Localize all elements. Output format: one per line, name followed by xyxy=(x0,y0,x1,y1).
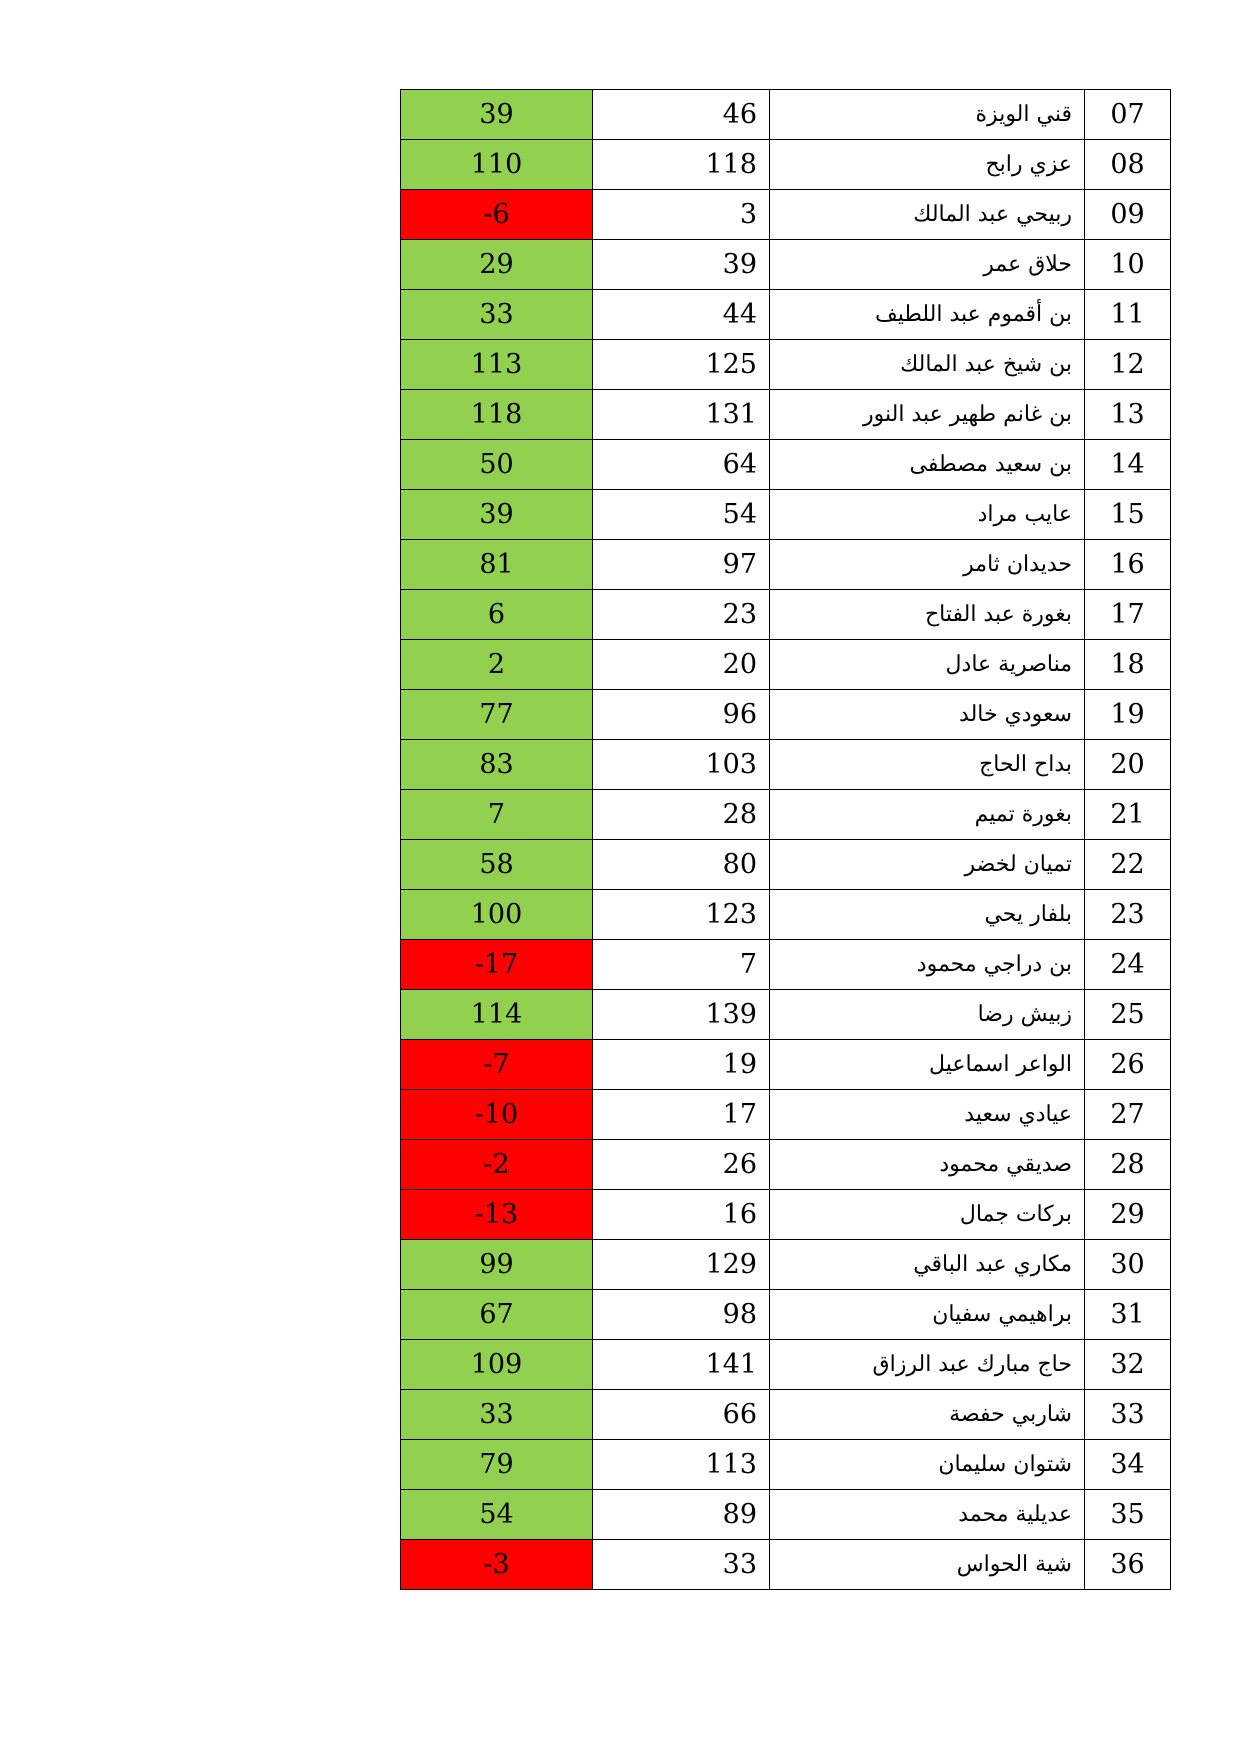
row-number-cell: 29 xyxy=(1085,1190,1171,1240)
table-body xyxy=(401,90,1171,1590)
name-cell: عيادي سعيد xyxy=(770,1090,1085,1140)
name-cell: براهيمي سفيان xyxy=(770,1290,1085,1340)
row-number-cell: 34 xyxy=(1085,1440,1171,1490)
difference-cell: 29 xyxy=(401,240,593,290)
difference-cell: 39 xyxy=(401,90,593,140)
row-number-cell: 16 xyxy=(1085,540,1171,590)
table-row xyxy=(401,140,1171,190)
score-cell: 113 xyxy=(593,1440,770,1490)
difference-cell: 79 xyxy=(401,1440,593,1490)
table-row xyxy=(401,740,1171,790)
table-row xyxy=(401,690,1171,740)
row-number-cell: 21 xyxy=(1085,790,1171,840)
row-number-cell: 20 xyxy=(1085,740,1171,790)
name-cell: عديلية محمد xyxy=(770,1490,1085,1540)
name-cell: بلفار يحي xyxy=(770,890,1085,940)
difference-cell: -3 xyxy=(401,1540,593,1590)
row-number-cell: 31 xyxy=(1085,1290,1171,1340)
difference-cell: 39 xyxy=(401,490,593,540)
row-number-cell: 25 xyxy=(1085,990,1171,1040)
score-cell: 16 xyxy=(593,1190,770,1240)
row-number-cell: 18 xyxy=(1085,640,1171,690)
table-row xyxy=(401,840,1171,890)
score-cell: 46 xyxy=(593,90,770,140)
table-row xyxy=(401,640,1171,690)
row-number-cell: 17 xyxy=(1085,590,1171,640)
name-cell: الواعر اسماعيل xyxy=(770,1040,1085,1090)
table-row xyxy=(401,240,1171,290)
difference-cell: 81 xyxy=(401,540,593,590)
name-cell: قني الويزة xyxy=(770,90,1085,140)
results-table xyxy=(400,89,1171,1590)
score-cell: 17 xyxy=(593,1090,770,1140)
score-cell: 98 xyxy=(593,1290,770,1340)
row-number-cell: 27 xyxy=(1085,1090,1171,1140)
table-row xyxy=(401,1490,1171,1540)
difference-cell: 7 xyxy=(401,790,593,840)
table-row xyxy=(401,390,1171,440)
row-number-cell: 07 xyxy=(1085,90,1171,140)
row-number-cell: 11 xyxy=(1085,290,1171,340)
name-cell: شتوان سليمان xyxy=(770,1440,1085,1490)
difference-cell: -10 xyxy=(401,1090,593,1140)
row-number-cell: 35 xyxy=(1085,1490,1171,1540)
row-number-cell: 15 xyxy=(1085,490,1171,540)
score-cell: 20 xyxy=(593,640,770,690)
table-row xyxy=(401,940,1171,990)
difference-cell: 110 xyxy=(401,140,593,190)
score-cell: 64 xyxy=(593,440,770,490)
table-row xyxy=(401,1440,1171,1490)
name-cell: بغورة تميم xyxy=(770,790,1085,840)
table-row xyxy=(401,190,1171,240)
name-cell: حلاق عمر xyxy=(770,240,1085,290)
row-number-cell: 28 xyxy=(1085,1140,1171,1190)
name-cell: تميان لخضر xyxy=(770,840,1085,890)
difference-cell: -6 xyxy=(401,190,593,240)
score-cell: 19 xyxy=(593,1040,770,1090)
score-cell: 39 xyxy=(593,240,770,290)
name-cell: مناصرية عادل xyxy=(770,640,1085,690)
name-cell: بداح الحاج xyxy=(770,740,1085,790)
score-cell: 141 xyxy=(593,1340,770,1390)
table-row xyxy=(401,1290,1171,1340)
table-row xyxy=(401,990,1171,1040)
row-number-cell: 08 xyxy=(1085,140,1171,190)
name-cell: حديدان ثامر xyxy=(770,540,1085,590)
score-cell: 139 xyxy=(593,990,770,1040)
row-number-cell: 24 xyxy=(1085,940,1171,990)
row-number-cell: 12 xyxy=(1085,340,1171,390)
difference-cell: -7 xyxy=(401,1040,593,1090)
score-cell: 118 xyxy=(593,140,770,190)
row-number-cell: 22 xyxy=(1085,840,1171,890)
table-row xyxy=(401,1040,1171,1090)
row-number-cell: 30 xyxy=(1085,1240,1171,1290)
difference-cell: 118 xyxy=(401,390,593,440)
table-row xyxy=(401,340,1171,390)
row-number-cell: 36 xyxy=(1085,1540,1171,1590)
score-cell: 103 xyxy=(593,740,770,790)
difference-cell: 67 xyxy=(401,1290,593,1340)
row-number-cell: 19 xyxy=(1085,690,1171,740)
table-row xyxy=(401,490,1171,540)
score-cell: 28 xyxy=(593,790,770,840)
table-row xyxy=(401,1140,1171,1190)
name-cell: زبيش رضا xyxy=(770,990,1085,1040)
difference-cell: -17 xyxy=(401,940,593,990)
row-number-cell: 14 xyxy=(1085,440,1171,490)
name-cell: بن دراجي محمود xyxy=(770,940,1085,990)
name-cell: شاربي حفصة xyxy=(770,1390,1085,1440)
name-cell: عزي رابح xyxy=(770,140,1085,190)
table-row xyxy=(401,1240,1171,1290)
difference-cell: -2 xyxy=(401,1140,593,1190)
score-cell: 66 xyxy=(593,1390,770,1440)
table-row xyxy=(401,590,1171,640)
difference-cell: 109 xyxy=(401,1340,593,1390)
difference-cell: 2 xyxy=(401,640,593,690)
row-number-cell: 33 xyxy=(1085,1390,1171,1440)
table-row xyxy=(401,1090,1171,1140)
score-cell: 123 xyxy=(593,890,770,940)
name-cell: سعودي خالد xyxy=(770,690,1085,740)
score-cell: 131 xyxy=(593,390,770,440)
difference-cell: 100 xyxy=(401,890,593,940)
name-cell: بغورة عبد الفتاح xyxy=(770,590,1085,640)
difference-cell: 50 xyxy=(401,440,593,490)
difference-cell: 58 xyxy=(401,840,593,890)
difference-cell: 99 xyxy=(401,1240,593,1290)
difference-cell: 114 xyxy=(401,990,593,1040)
name-cell: حاج مبارك عبد الرزاق xyxy=(770,1340,1085,1390)
score-cell: 33 xyxy=(593,1540,770,1590)
difference-cell: 33 xyxy=(401,290,593,340)
difference-cell: 83 xyxy=(401,740,593,790)
difference-cell: 6 xyxy=(401,590,593,640)
difference-cell: 33 xyxy=(401,1390,593,1440)
table-row xyxy=(401,1390,1171,1440)
table-row xyxy=(401,890,1171,940)
name-cell: صديقي محمود xyxy=(770,1140,1085,1190)
table-row xyxy=(401,1190,1171,1240)
score-cell: 89 xyxy=(593,1490,770,1540)
name-cell: بن سعيد مصطفى xyxy=(770,440,1085,490)
row-number-cell: 32 xyxy=(1085,1340,1171,1390)
name-cell: شية الحواس xyxy=(770,1540,1085,1590)
table-row xyxy=(401,90,1171,140)
name-cell: بركات جمال xyxy=(770,1190,1085,1240)
name-cell: ربيحي عبد المالك xyxy=(770,190,1085,240)
score-cell: 44 xyxy=(593,290,770,340)
name-cell: عايب مراد xyxy=(770,490,1085,540)
table-row xyxy=(401,1540,1171,1590)
table-row xyxy=(401,290,1171,340)
row-number-cell: 23 xyxy=(1085,890,1171,940)
score-cell: 23 xyxy=(593,590,770,640)
difference-cell: 113 xyxy=(401,340,593,390)
row-number-cell: 09 xyxy=(1085,190,1171,240)
row-number-cell: 26 xyxy=(1085,1040,1171,1090)
name-cell: بن شيخ عبد المالك xyxy=(770,340,1085,390)
difference-cell: -13 xyxy=(401,1190,593,1240)
table-row xyxy=(401,440,1171,490)
table-row xyxy=(401,790,1171,840)
difference-cell: 77 xyxy=(401,690,593,740)
score-cell: 7 xyxy=(593,940,770,990)
score-cell: 125 xyxy=(593,340,770,390)
score-cell: 80 xyxy=(593,840,770,890)
score-cell: 97 xyxy=(593,540,770,590)
name-cell: بن غانم طهير عبد النور xyxy=(770,390,1085,440)
score-cell: 129 xyxy=(593,1240,770,1290)
score-cell: 96 xyxy=(593,690,770,740)
name-cell: بن أقموم عبد اللطيف xyxy=(770,290,1085,340)
row-number-cell: 10 xyxy=(1085,240,1171,290)
table-row xyxy=(401,1340,1171,1390)
difference-cell: 54 xyxy=(401,1490,593,1540)
table-row xyxy=(401,540,1171,590)
row-number-cell: 13 xyxy=(1085,390,1171,440)
score-cell: 54 xyxy=(593,490,770,540)
name-cell: مكاري عبد الباقي xyxy=(770,1240,1085,1290)
score-cell: 3 xyxy=(593,190,770,240)
score-cell: 26 xyxy=(593,1140,770,1190)
